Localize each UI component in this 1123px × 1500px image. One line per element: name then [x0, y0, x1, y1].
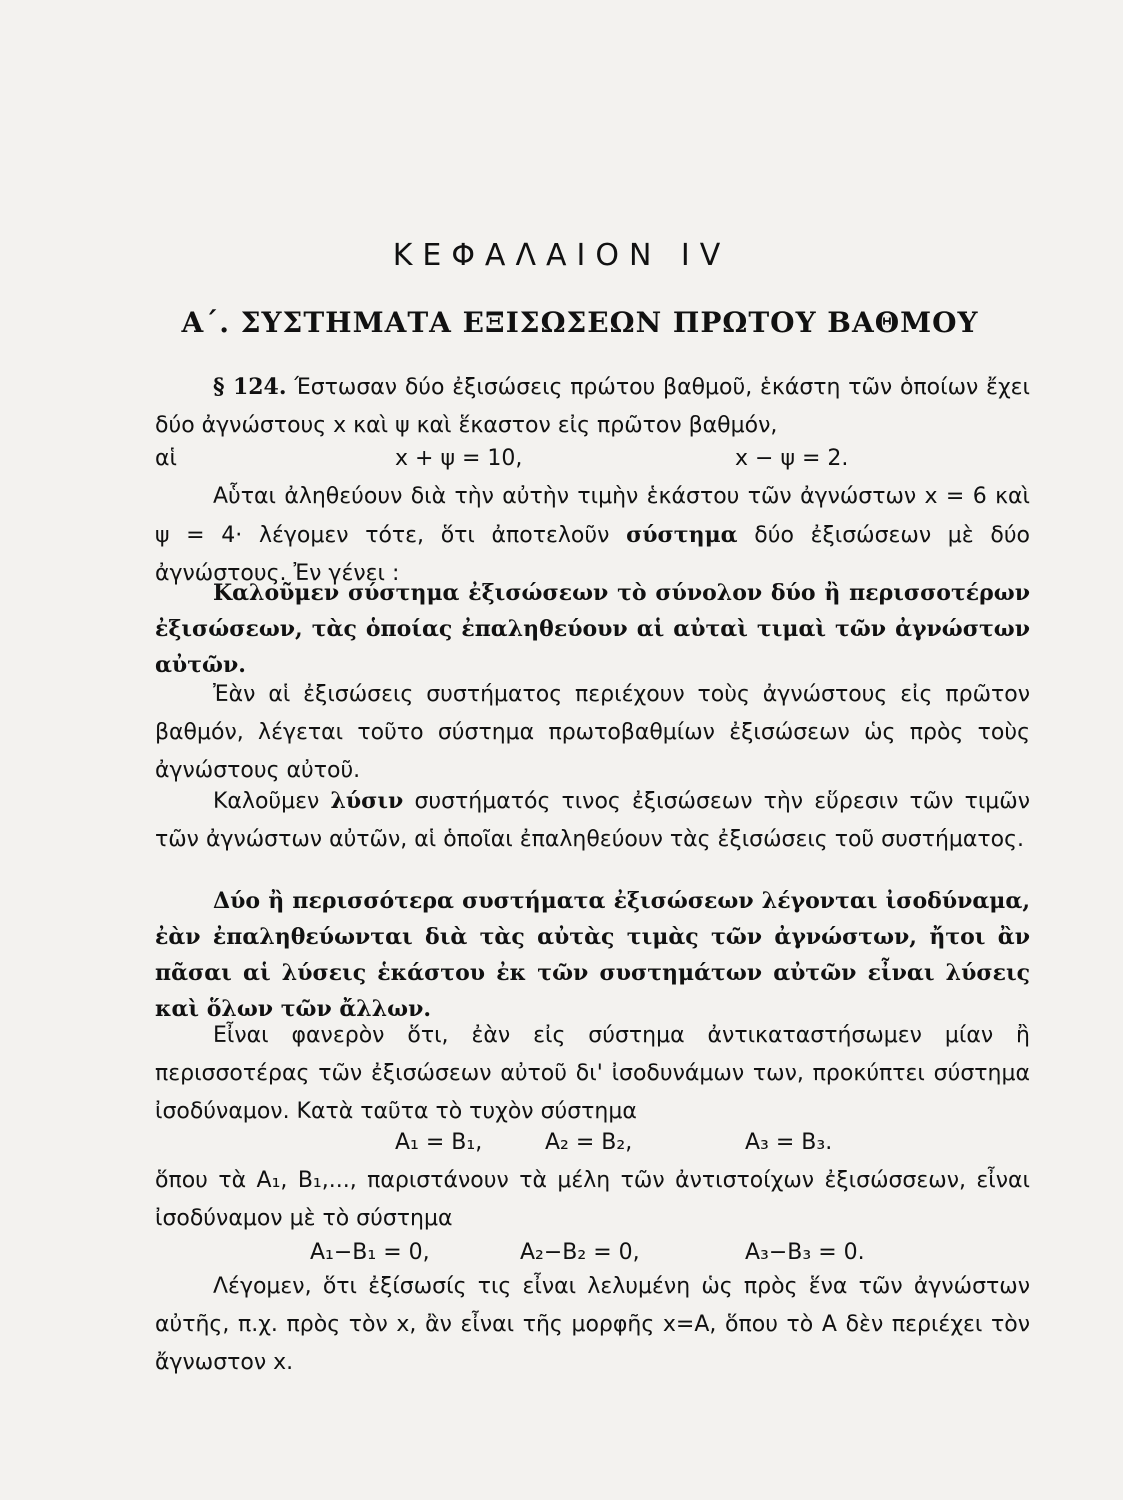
- paragraph-where: ὅπου τὰ A₁, B₁,..., παριστάνουν τὰ μέλη τῶν ἀντιστοίχων ἐξισώσσεων, εἶναι ἰσοδύναμον μὲ τὸ σύστημα: [155, 1168, 1030, 1231]
- equation-difference: x − ψ = 2.: [735, 446, 849, 471]
- paragraph-124-text: Έστωσαν δύο ἐξισώσεις πρώτου βαθμοῦ, ἑκάστη τῶν ὁποίων ἔχει δύο ἀγνώστους x καὶ ψ καὶ ἕκαστον εἰς πρῶτον βαθμόν,: [155, 375, 1030, 438]
- term-solution: λύσιν: [330, 788, 404, 814]
- paragraph-124: [155, 368, 1030, 445]
- section-marker: § 124.: [213, 374, 287, 400]
- equation-a3: A₃ = B₃.: [745, 1130, 833, 1155]
- equation-prefix: αἱ: [155, 446, 177, 471]
- paragraph-verify-end: δύο ἐξισώσεων μὲ δύο ἀγνώστους. Ἐν γένει :: [155, 523, 1031, 586]
- equation-b2: A₂−B₂ = 0,: [520, 1240, 640, 1265]
- paragraph-solution-start: Καλοῦμεν: [213, 789, 320, 814]
- definition-equivalent: Δύο ἢ περισσότερα συστήματα ἐξισώσεων λέγονται ἰσοδύναμα, ἐὰν ἐπαληθεύωνται διὰ τὰς αὐτὰς τιμὰς τῶν ἀγνώστων, ἤτοι ἂν πᾶσαι αἱ λύσεις ἑκάστου ἐκ τῶν συστημάτων αὐτῶν εἶναι λύσεις καὶ ὅλων τῶν ἄλλων.: [155, 888, 1030, 1022]
- paragraph-solution: [155, 782, 1030, 859]
- chapter-title: ΚΕΦΑΛΑΙΟΝ IV: [392, 238, 731, 273]
- term-system: σύστημα: [626, 522, 738, 548]
- bleed-through-text: [150, 110, 973, 170]
- equation-b1: A₁−B₁ = 0,: [310, 1240, 430, 1265]
- paragraph-verify-text: Αὗται ἀληθεύουν διὰ τὴν αὐτὴν τιμὴν ἑκάστου τῶν ἀγνώστων x = 6 καὶ ψ = 4· λέγομεν τότε, ὅτι ἀποτελοῦν: [155, 484, 1030, 548]
- paragraph-first-degree: Ἐὰν αἱ ἐξισώσεις συστήματος περιέχουν τοὺς ἀγνώστους εἰς πρῶτον βαθμόν, λέγεται τοῦτο σύστημα πρωτοβαθμίων ἐξισώσεων ὡς πρὸς τοὺς ἀγνώστους αὐτοῦ.: [155, 682, 1030, 783]
- section-title: Α΄. ΣΥΣΤΗΜΑΤΑ ΕΞΙΣΩΣΕΩΝ ΠΡΩΤΟΥ ΒΑΘΜΟΥ: [181, 306, 979, 339]
- paragraph-solution-end: συστήματός τινος ἐξισώσεων τὴν εὕρεσιν τῶν τιμῶν τῶν ἀγνώστων αὐτῶν, αἱ ὁποῖαι ἐπαληθεύουν τὰς ἐξισώσεις τοῦ συστήματος.: [155, 789, 1031, 852]
- equation-a2: A₂ = B₂,: [545, 1130, 633, 1155]
- paragraph-solved: Λέγομεν, ὅτι ἐξίσωσίς τις εἶναι λελυμένη ὡς πρὸς ἕνα τῶν ἀγνώστων αὐτῆς, π.χ. πρὸς τὸν x, ἂν εἶναι τῆς μορφῆς x=A, ὅπου τὸ A δὲν περιέχει τὸν ἄγνωστον x.: [155, 1274, 1030, 1375]
- equation-a1: A₁ = B₁,: [395, 1130, 483, 1155]
- equation-b3: A₃−B₃ = 0.: [745, 1240, 865, 1265]
- paragraph-obvious: Εἶναι φανερὸν ὅτι, ἐὰν εἰς σύστημα ἀντικαταστήσωμεν μίαν ἢ περισσοτέρας τῶν ἐξισώσεων αὐτοῦ δι' ἰσοδυνάμων των, προκύπτει σύστημα ἰσοδύναμον. Κατὰ ταῦτα τὸ τυχὸν σύστημα: [155, 1023, 1030, 1124]
- equation-sum: x + ψ = 10,: [395, 446, 523, 471]
- definition-system: Καλοῦμεν σύστημα ἐξισώσεων τὸ σύνολον δύο ἢ περισσοτέρων ἐξισώσεων, τὰς ὁποίας ἐπαληθεύουν αἱ αὐταὶ τιμαὶ τῶν ἀγνώστων αὐτῶν.: [155, 580, 1030, 678]
